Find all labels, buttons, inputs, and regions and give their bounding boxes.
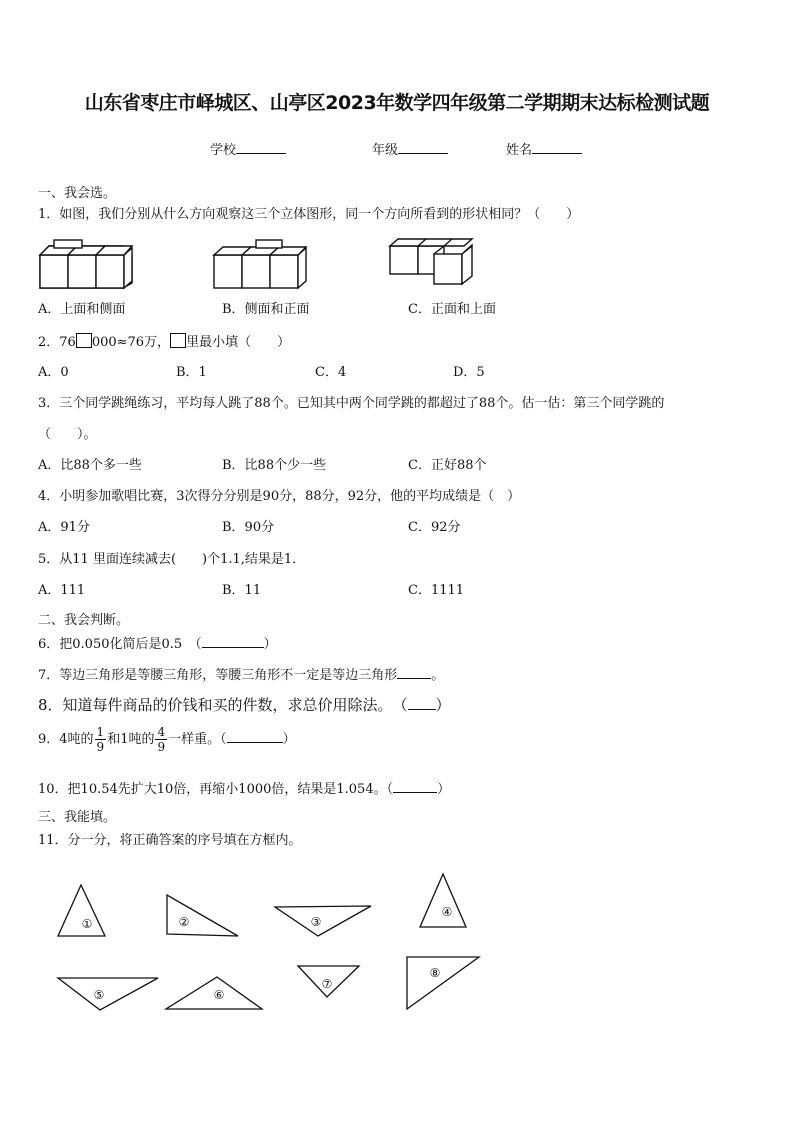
q7-text: 7．等边三角形是等腰三角形，等腰三角形不一定是等边三角形 (38, 668, 398, 683)
q6-answer-blank[interactable] (202, 635, 264, 648)
section-heading: 三、我能填。 (38, 810, 117, 825)
question-3: 3．三个同学跳绳练习，平均每人跳了88个。已知其中两个同学跳的都超过了88个。估一估：第三个同学跳的 (38, 396, 665, 411)
q4-option-b[interactable]: B．90分 (222, 520, 275, 535)
q10-end: ） (437, 782, 451, 797)
triangle-8 (407, 957, 479, 1009)
name-label: 姓名 (506, 143, 533, 158)
q5-option-b[interactable]: B．11 (222, 583, 262, 598)
cube-figure-1 (36, 238, 136, 290)
q6-text: 6．把0.050化简后是0.5 （ (38, 637, 202, 652)
q4-option-c[interactable]: C．92分 (408, 520, 461, 535)
name-field (506, 141, 582, 159)
q2-text-2: 000≈76万， (91, 335, 171, 350)
q1-option-b[interactable]: B．侧面和正面 (222, 302, 310, 317)
q3-option-a[interactable]: A．比88个多一些 (38, 458, 142, 473)
q9-text-3: 一样重。（ (168, 732, 227, 747)
triangle-label-8: ⑧ (429, 966, 441, 980)
school-label: 学校 (210, 143, 237, 158)
q2-box-1[interactable] (76, 333, 92, 348)
school-blank[interactable] (236, 141, 286, 154)
triangle-label-2: ② (178, 915, 190, 929)
question-9 (38, 723, 296, 757)
question-10 (38, 780, 450, 798)
q4-option-a[interactable]: A．91分 (38, 520, 90, 535)
q5-option-a[interactable]: A．111 (38, 583, 86, 598)
q8-text: 8．知道每件商品的价钱和买的件数，求总价用除法。 （ (38, 696, 408, 714)
question-2 (38, 333, 290, 351)
q2-option-c[interactable]: C．4 (315, 365, 347, 380)
name-blank[interactable] (532, 141, 582, 154)
q3-option-c[interactable]: C．正好88个 (408, 458, 487, 473)
triangle-label-5: ⑤ (93, 988, 105, 1002)
q2-box-2[interactable] (170, 333, 186, 348)
cube-figure-2 (210, 238, 310, 290)
grade-field (372, 141, 448, 159)
q2-text-3: 里最小填（ ） (186, 335, 291, 350)
q1-option-a[interactable]: A．上面和侧面 (38, 302, 126, 317)
q1-option-c[interactable]: C．正面和上面 (408, 302, 496, 317)
q10-text: 10．把10.54先扩大10倍，再缩小1000倍，结果是1.054。（ (38, 782, 394, 797)
q6-end: ） (263, 637, 277, 652)
triangle-5 (58, 978, 158, 1010)
q2-text-1: 2．76 (38, 335, 76, 350)
triangle-label-4: ④ (441, 905, 453, 919)
q9-end: ） (282, 732, 296, 747)
question-11: 11．分一分，将正确答案的序号填在方框内。 (38, 833, 302, 848)
q5-option-c[interactable]: C．1111 (408, 583, 465, 598)
question-5: 5．从11 里面连续减去( )个1.1,结果是1． (38, 552, 306, 567)
grade-label: 年级 (372, 143, 399, 158)
q8-end: ） (435, 696, 451, 714)
triangle-label-1: ① (81, 917, 93, 931)
question-3-cont: （ ）。 (38, 427, 97, 442)
q9-text-2: 和1吨的 (107, 732, 155, 747)
triangle-figures (0, 860, 794, 1030)
q3-option-b[interactable]: B．比88个少一些 (222, 458, 327, 473)
triangle-3 (275, 906, 371, 936)
fraction-four-ninths: $\frac{4}{9}$ (157, 725, 166, 754)
triangle-label-3: ③ (310, 915, 322, 929)
grade-blank[interactable] (398, 141, 448, 154)
question-7 (38, 666, 444, 684)
triangle-label-7: ⑦ (321, 977, 333, 991)
q9-text-1: 9．4吨的 (38, 732, 94, 747)
question-4: 4．小明参加歌唱比赛，3次得分分别是90分，88分，92分，他的平均成绩是（ ） (38, 489, 521, 504)
q7-end: 。 (431, 668, 445, 683)
section-heading: 一、我会选。 (38, 186, 117, 201)
question-8 (38, 695, 451, 714)
fraction-one-ninth: $\frac{1}{9}$ (96, 725, 105, 754)
section-heading: 二、我会判断。 (38, 613, 130, 628)
school-field (210, 141, 286, 159)
q8-answer-blank[interactable] (408, 695, 436, 710)
triangle-label-6: ⑥ (213, 988, 225, 1002)
triangle-4 (420, 874, 466, 927)
page-title: 山东省枣庄市峄城区、山亭区2023年数学四年级第二学期期末达标检测试题 (84, 92, 710, 114)
question-6 (38, 635, 277, 653)
cube-figure-3 (386, 236, 486, 288)
question-1: 1．如图，我们分别从什么方向观察这三个立体图形，同一个方向所看到的形状相同？（ ） (38, 207, 580, 222)
q7-answer-blank[interactable] (397, 666, 431, 679)
q2-option-b[interactable]: B．1 (176, 365, 207, 380)
q2-option-a[interactable]: A．0 (38, 365, 69, 380)
q2-option-d[interactable]: D．5 (453, 365, 485, 380)
q9-answer-blank[interactable] (227, 730, 283, 743)
q10-answer-blank[interactable] (393, 780, 437, 793)
